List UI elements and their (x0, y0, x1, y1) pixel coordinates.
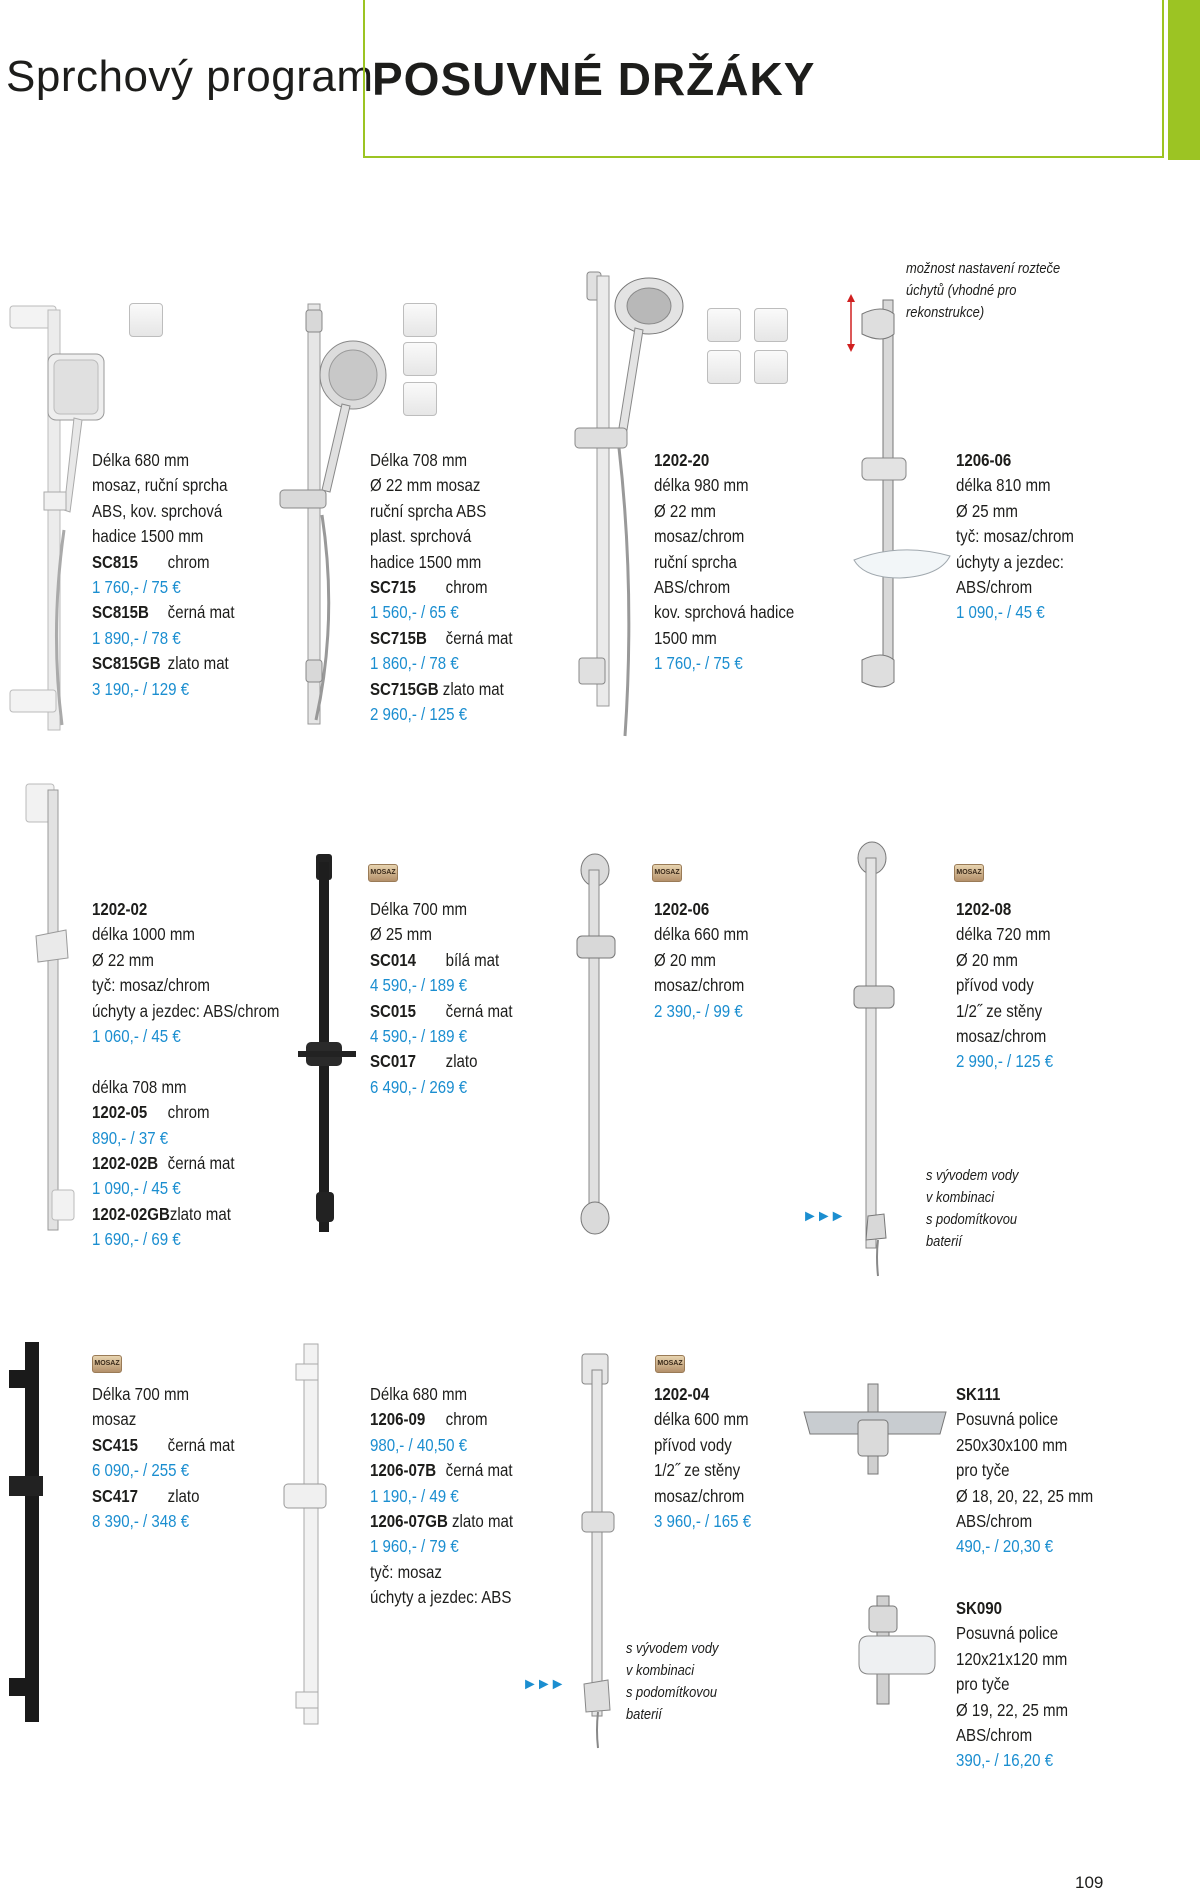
slider (44, 492, 66, 510)
product-image-sc415 (5, 1340, 55, 1730)
product-line: ABS/chrom (956, 576, 1033, 597)
product-line: Délka 680 mm (370, 1384, 468, 1404)
product-price: 6 090,- / 255 € (92, 1460, 190, 1481)
product-code: 1202-05 (92, 1102, 148, 1123)
page-title: POSUVNÉ DRŽÁKY (372, 53, 816, 105)
product-price: 980,- / 40,50 € (370, 1434, 468, 1455)
note-line: v kombinaci (926, 1189, 995, 1206)
product-line: hadice 1500 mm (370, 551, 482, 572)
product-code: 1202-08 (956, 899, 1012, 919)
product-price: 1 090,- / 45 € (92, 1178, 181, 1199)
product-line: pro tyče (956, 1674, 1010, 1695)
note-line: s vývodem vody (626, 1640, 719, 1657)
product-image-1202-02 (22, 780, 82, 1250)
product-code: SC715GB (370, 678, 439, 699)
product-line: ABS, kov. sprchová (92, 500, 223, 521)
note-adjustable (906, 258, 1060, 324)
product-price: 3 190,- / 129 € (92, 678, 190, 699)
product-line: ABS/chrom (956, 1724, 1033, 1745)
product-line: Posuvná police (956, 1409, 1059, 1430)
product-price: 1 960,- / 79 € (370, 1536, 459, 1557)
product-code: SK111 (956, 1384, 1001, 1404)
slider (36, 930, 68, 962)
product-code: SC815 (92, 551, 139, 572)
product-price: 490,- / 20,30 € (956, 1536, 1054, 1557)
product-line: délka 600 mm (654, 1409, 749, 1430)
product-image-1202-08 (850, 836, 910, 1276)
note-line: možnost nastavení rozteče (906, 260, 1061, 277)
product-variant (370, 1458, 513, 1483)
product-line: 120x21x120 mm (956, 1648, 1068, 1669)
product-1202-04 (654, 1382, 751, 1534)
product-line: Ø 18, 20, 22, 25 mm (956, 1485, 1094, 1506)
product-line: ruční sprcha (654, 551, 737, 572)
product-code: 1202-20 (654, 450, 710, 470)
product-line: délka 1000 mm (92, 924, 195, 945)
product-price: 8 390,- / 348 € (92, 1510, 190, 1531)
product-line: tyč: mosaz/chrom (956, 526, 1074, 547)
product-line: ruční sprcha ABS (370, 500, 487, 521)
product-1202-08 (956, 897, 1053, 1075)
product-line: mosaz/chrom (956, 1025, 1047, 1046)
page-number: 109 (1075, 1873, 1104, 1892)
product-finish: černá mat (445, 1000, 513, 1021)
slider (577, 936, 615, 958)
product-variant (370, 1407, 513, 1432)
product-1202-06 (654, 897, 749, 1024)
slider (862, 458, 906, 480)
material-badge: MOSAZ (652, 864, 682, 882)
product-code: 1206-06 (956, 450, 1012, 470)
spray-mode-icon (403, 303, 437, 337)
product-finish: černá mat (445, 627, 513, 648)
spray-mode-icon (754, 350, 788, 384)
spray-mode-icon (754, 308, 788, 342)
note-line: v kombinaci (626, 1662, 695, 1679)
product-line: 250x30x100 mm (956, 1434, 1068, 1455)
product-line: Ø 22 mm (654, 500, 716, 521)
product-price: 1 760,- / 75 € (654, 653, 743, 674)
product-price: 1 760,- / 75 € (92, 576, 181, 597)
product-line: Ø 19, 22, 25 mm (956, 1699, 1069, 1720)
product-line: Ø 20 mm (956, 949, 1018, 970)
product-finish: zlato mat (442, 678, 504, 699)
product-finish: chrom (167, 551, 210, 572)
product-line: přívod vody (654, 1434, 732, 1455)
slider (575, 428, 627, 448)
product-image-1206-09 (280, 1340, 340, 1730)
spray-mode-icon (129, 303, 163, 337)
product-1202-20 (654, 448, 794, 677)
note-line: úchytů (vhodné pro (906, 282, 1017, 299)
product-line (92, 1049, 279, 1074)
product-code: 1202-02GB (92, 1203, 170, 1224)
product-line: 1/2˝ ze stěny (956, 1000, 1043, 1021)
product-price: 1 060,- / 45 € (92, 1025, 181, 1046)
product-code: SC015 (370, 1000, 417, 1021)
product-variant (92, 1100, 279, 1125)
product-1202-02 (92, 897, 279, 1252)
product-finish: bílá mat (445, 949, 500, 970)
product-line: úchyty a jezdec: ABS (370, 1587, 512, 1608)
product-finish: zlato mat (167, 653, 229, 674)
product-price: 1 190,- / 49 € (370, 1485, 459, 1506)
product-code: SC815B (92, 602, 149, 623)
arrows-icon: ►►► (802, 1208, 844, 1225)
spray-mode-icon (403, 342, 437, 376)
product-price: 1 860,- / 78 € (370, 653, 459, 674)
product-line: délka 708 mm (92, 1076, 187, 1097)
product-line: Délka 708 mm (370, 450, 468, 470)
product-line: Ø 22 mm mosaz (370, 475, 481, 496)
product-line: ABS/chrom (654, 576, 731, 597)
product-price: 1 690,- / 69 € (92, 1229, 181, 1250)
product-code: 1206-07B (370, 1460, 437, 1481)
product-image-sc815 (0, 300, 90, 740)
product-image-sk090 (855, 1594, 945, 1704)
product-finish: chrom (445, 1409, 488, 1430)
note-line: s vývodem vody (926, 1167, 1019, 1184)
product-line: mosaz (92, 1409, 137, 1430)
product-line: tyč: mosaz/chrom (92, 975, 210, 996)
material-badge: MOSAZ (954, 864, 984, 882)
product-image-sc014 (296, 852, 366, 1242)
product-line: mosaz/chrom (654, 526, 745, 547)
product-image-1206-06 (840, 290, 950, 710)
product-finish: černá mat (445, 1460, 513, 1481)
product-line: Ø 25 mm (370, 924, 432, 945)
product-price: 2 990,- / 125 € (956, 1051, 1054, 1072)
slider (854, 986, 894, 1008)
note-line: baterií (626, 1706, 662, 1723)
product-line: tyč: mosaz (370, 1561, 442, 1582)
product-line: Délka 700 mm (370, 899, 468, 919)
product-finish: zlato (167, 1485, 200, 1506)
product-sc715 (370, 448, 513, 727)
product-code: SC417 (92, 1485, 139, 1506)
slider (284, 1484, 326, 1508)
product-price: 390,- / 16,20 € (956, 1750, 1054, 1771)
note-line: baterií (926, 1233, 962, 1250)
note-line: rekonstrukce) (906, 304, 985, 321)
product-variant (370, 948, 513, 973)
product-variant (92, 1151, 279, 1176)
product-price: 890,- / 37 € (92, 1127, 169, 1148)
product-price: 2 390,- / 99 € (654, 1000, 743, 1021)
arrows-icon: ►►► (522, 1676, 564, 1693)
product-finish: chrom (445, 576, 488, 597)
note-line: s podomítkovou (626, 1684, 718, 1701)
product-variant (92, 600, 235, 625)
product-variant (92, 550, 235, 575)
material-badge: MOSAZ (92, 1355, 122, 1373)
product-line: Ø 22 mm (92, 949, 154, 970)
product-line: mosaz/chrom (654, 975, 745, 996)
note-water-outlet (926, 1165, 1018, 1253)
product-variant (370, 1509, 513, 1534)
product-code: 1206-09 (370, 1409, 426, 1430)
spray-mode-icon (707, 308, 741, 342)
product-price: 1 890,- / 78 € (92, 627, 181, 648)
product-code: SC815GB (92, 653, 161, 674)
product-finish: chrom (167, 1102, 210, 1123)
product-sk111 (956, 1382, 1093, 1560)
product-line: 1500 mm (654, 627, 717, 648)
product-line: délka 660 mm (654, 924, 749, 945)
product-1206-09 (370, 1382, 513, 1611)
product-finish: zlato mat (169, 1203, 231, 1224)
product-line: hadice 1500 mm (92, 526, 204, 547)
product-price: 6 490,- / 269 € (370, 1076, 468, 1097)
material-badge: MOSAZ (655, 1355, 685, 1373)
product-finish: zlato (445, 1051, 478, 1072)
product-sc014 (370, 897, 513, 1100)
product-price: 3 960,- / 165 € (654, 1510, 752, 1531)
product-line: přívod vody (956, 975, 1034, 996)
product-line: ABS/chrom (956, 1510, 1033, 1531)
product-code: 1206-07GB (370, 1510, 448, 1531)
soap-dish (854, 550, 950, 578)
spray-mode-icon (403, 382, 437, 416)
section-title: Sprchový program (6, 52, 374, 101)
product-code: 1202-02 (92, 899, 148, 919)
product-variant (370, 999, 513, 1024)
product-line: Ø 25 mm (956, 500, 1018, 521)
product-code: SC017 (370, 1051, 417, 1072)
product-variant (92, 1484, 235, 1509)
product-line: Posuvná police (956, 1623, 1059, 1644)
product-line: úchyty a jezdec: ABS/chrom (92, 1000, 280, 1021)
product-image-sk111 (800, 1384, 950, 1494)
product-1206-06 (956, 448, 1074, 626)
product-finish: černá mat (167, 602, 235, 623)
product-variant (370, 677, 513, 702)
product-line: kov. sprchová hadice (654, 602, 795, 623)
adjust-arrow-icon (847, 294, 855, 352)
product-finish: černá mat (167, 1152, 235, 1173)
product-variant (370, 1049, 513, 1074)
product-code: SC415 (92, 1434, 139, 1455)
product-line: mosaz/chrom (654, 1485, 745, 1506)
note-water-outlet (626, 1638, 718, 1726)
material-badge: MOSAZ (368, 864, 398, 882)
product-image-1202-04 (578, 1350, 628, 1750)
product-sc815 (92, 448, 235, 702)
product-line: Délka 680 mm (92, 450, 190, 470)
product-code: 1202-06 (654, 899, 710, 919)
product-sk090 (956, 1596, 1068, 1774)
product-price: 4 590,- / 189 € (370, 975, 468, 996)
product-code: SC715 (370, 576, 417, 597)
slider (582, 1512, 614, 1532)
product-price: 1 560,- / 65 € (370, 602, 459, 623)
product-image-sc715 (280, 300, 360, 740)
product-variant (370, 575, 513, 600)
product-image-1202-06 (573, 852, 633, 1242)
product-variant (92, 1433, 235, 1458)
product-price: 2 960,- / 125 € (370, 703, 468, 724)
product-line: Délka 700 mm (92, 1384, 190, 1404)
accent-bar (1168, 0, 1200, 160)
product-code: 1202-02B (92, 1152, 159, 1173)
product-variant (92, 1202, 279, 1227)
product-code: 1202-04 (654, 1384, 710, 1404)
product-line: pro tyče (956, 1460, 1010, 1481)
product-code: SC715B (370, 627, 427, 648)
product-line: Ø 20 mm (654, 949, 716, 970)
product-line: délka 720 mm (956, 924, 1051, 945)
product-price: 1 090,- / 45 € (956, 602, 1045, 623)
spray-mode-icon (707, 350, 741, 384)
product-line: plast. sprchová (370, 526, 472, 547)
slider (280, 490, 326, 508)
product-finish: černá mat (167, 1434, 235, 1455)
product-price: 4 590,- / 189 € (370, 1025, 468, 1046)
product-code: SK090 (956, 1598, 1003, 1618)
product-line: mosaz, ruční sprcha (92, 475, 228, 496)
product-sc415 (92, 1382, 235, 1534)
note-line: s podomítkovou (926, 1211, 1018, 1228)
product-variant (92, 651, 235, 676)
product-line: 1/2˝ ze stěny (654, 1460, 741, 1481)
product-line: délka 810 mm (956, 475, 1051, 496)
product-code: SC014 (370, 949, 417, 970)
product-line: úchyty a jezdec: (956, 551, 1064, 572)
product-variant (370, 626, 513, 651)
slider (9, 1476, 43, 1496)
product-finish: zlato mat (452, 1510, 514, 1531)
product-line: délka 980 mm (654, 475, 749, 496)
